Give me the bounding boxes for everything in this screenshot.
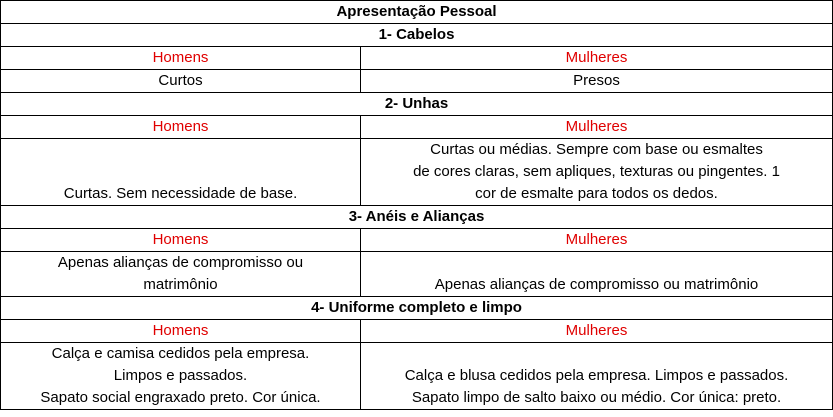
- women-cell-aneis: [361, 252, 833, 297]
- section-row: [1, 206, 833, 229]
- women-header: Mulheres: [361, 47, 833, 70]
- text-line: Calça e camisa cedidos pela empresa.: [51, 345, 310, 362]
- men-cell-unhas: [1, 139, 361, 206]
- content-row: [1, 343, 833, 410]
- women-header: Mulheres: [361, 229, 833, 252]
- text-line: Calça e blusa cedidos pela empresa. Limpos e passados.: [404, 367, 789, 384]
- women-cell-unhas: [361, 139, 833, 206]
- text-line: Curtas ou médias. Sempre com base ou esmaltes: [430, 141, 763, 158]
- men-header: Homens: [1, 229, 361, 252]
- text-line: matrimônio: [143, 276, 218, 293]
- text-line: Apenas alianças de compromisso ou: [57, 254, 304, 271]
- men-cell-aneis: [1, 252, 361, 297]
- men-header: Homens: [1, 320, 361, 343]
- men-cell-cabelos: [1, 70, 361, 93]
- content-row: [1, 139, 833, 206]
- text-line: Curtos: [158, 72, 203, 89]
- women-header: Mulheres: [361, 116, 833, 139]
- women-cell-uniforme: [361, 343, 833, 410]
- table-title: Apresentação Pessoal: [1, 1, 833, 24]
- section-heading-aneis: 3- Anéis e Alianças: [1, 206, 833, 229]
- section-row: [1, 93, 833, 116]
- text-line: cor de esmalte para todos os dedos.: [475, 185, 718, 202]
- text-line: Sapato limpo de salto baixo ou médio. Cor única: preto.: [411, 389, 782, 406]
- women-cell-cabelos: [361, 70, 833, 93]
- text-line: Limpos e passados.: [113, 367, 248, 384]
- gender-header-row: [1, 47, 833, 70]
- section-heading-uniforme: 4- Uniforme completo e limpo: [1, 297, 833, 320]
- section-heading-cabelos: 1- Cabelos: [1, 24, 833, 47]
- gender-header-row: [1, 229, 833, 252]
- women-header: Mulheres: [361, 320, 833, 343]
- text-line: Presos: [573, 72, 620, 89]
- men-header: Homens: [1, 47, 361, 70]
- section-row: [1, 297, 833, 320]
- text-line: Apenas alianças de compromisso ou matrimônio: [434, 276, 759, 293]
- section-heading-unhas: 2- Unhas: [1, 93, 833, 116]
- section-row: [1, 24, 833, 47]
- text-line: de cores claras, sem apliques, texturas ou pingentes. 1: [413, 163, 780, 180]
- content-row: [1, 70, 833, 93]
- content-row: [1, 252, 833, 297]
- gender-header-row: [1, 116, 833, 139]
- gender-header-row: [1, 320, 833, 343]
- men-cell-uniforme: [1, 343, 361, 410]
- title-row: [1, 1, 833, 24]
- text-line: Sapato social engraxado preto. Cor única.: [40, 389, 321, 406]
- text-line: Curtas. Sem necessidade de base.: [63, 185, 298, 202]
- men-header: Homens: [1, 116, 361, 139]
